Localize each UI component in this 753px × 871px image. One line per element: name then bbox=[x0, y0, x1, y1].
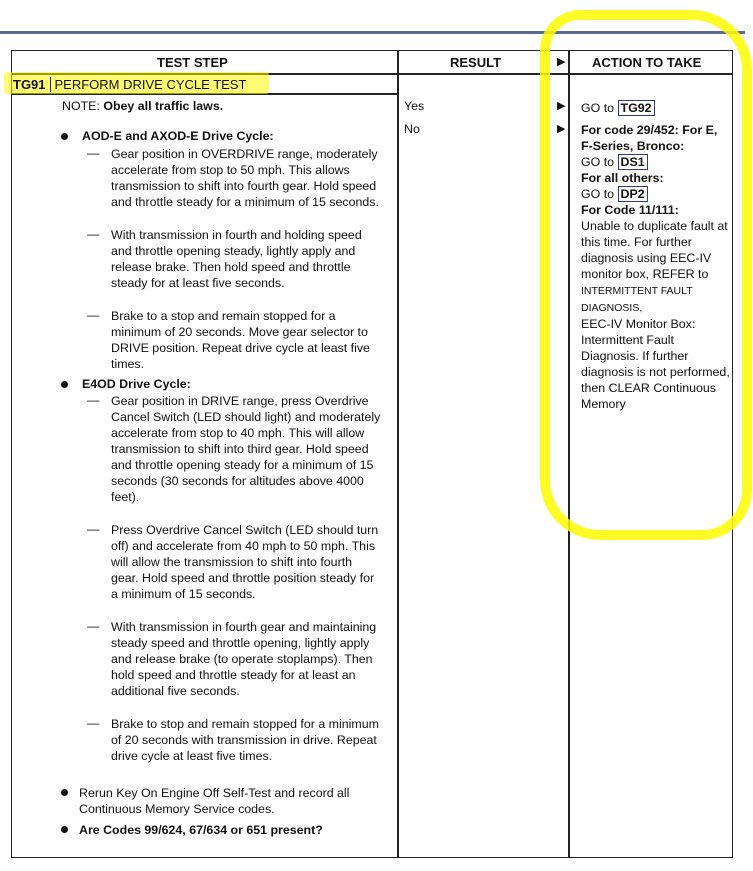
bullet-icon bbox=[61, 826, 68, 833]
code11-heading: For Code 11/111: bbox=[581, 203, 679, 217]
dash-icon: — bbox=[87, 393, 100, 407]
intermittent-ref: INTERMITTENT FAULT DIAGNOSIS, bbox=[581, 285, 693, 314]
aod-step-3: Brake to a stop and remain stopped for a minimum of 20 seconds. Move gear selector to DRIVE position. Repeat drive cycle at least five times. bbox=[111, 309, 370, 371]
e4od-step-3: With transmission in fourth gear and maintaining steady speed and throttle opening, lightly apply and release brake (to operate stoplamps). Then hold speed and throttle steady for at least an additional five seconds. bbox=[111, 620, 377, 698]
column-divider-result bbox=[397, 50, 399, 858]
rerun-instruction: Rerun Key On Engine Off Self-Test and record all Continuous Memory Service codes. bbox=[79, 786, 350, 816]
code29-heading: For code 29/452: For E, F-Series, Bronco: bbox=[581, 123, 718, 153]
header-test-step: TEST STEP bbox=[157, 55, 228, 70]
aod-title: AOD-E and AXOD-E Drive Cycle: bbox=[82, 129, 274, 143]
monitor-text: EEC-IV Monitor Box: Intermittent Fault Diagnosis. If further diagnosis is not performed, then CLEAR Continuous Memory bbox=[581, 317, 730, 411]
dash-icon: — bbox=[87, 308, 100, 322]
dash-icon: — bbox=[87, 522, 100, 536]
e4od-step-4: Brake to stop and remain stopped for a minimum of 20 seconds with transmission in drive. Repeat drive cycle at least five times. bbox=[111, 717, 379, 763]
result-yes: Yes bbox=[404, 99, 425, 113]
others-heading: For all others: bbox=[581, 171, 664, 185]
dash-icon: — bbox=[87, 716, 100, 730]
aod-step-1: Gear position in OVERDRIVE range, moderately accelerate from stop to 50 mph. This allows transmission to shift into fourth gear. Hold speed and throttle steady for a minimum of 15 seconds. bbox=[111, 147, 379, 209]
dash-icon: — bbox=[87, 227, 100, 241]
goto-label: GO to bbox=[581, 187, 615, 201]
header-action: ACTION TO TAKE bbox=[592, 55, 702, 70]
header-result: RESULT bbox=[450, 55, 502, 70]
e4od-step-2: Press Overdrive Cancel Switch (LED should turn off) and accelerate from 40 mph to 50 mph. This will allow the transmission to shift into fourth gear. Hold speed and throttle position steady for a minimum of 15 seconds. bbox=[111, 523, 379, 601]
bullet-icon bbox=[61, 789, 68, 796]
action-yes bbox=[581, 100, 731, 116]
aod-step-2: With transmission in fourth and holding speed and throttle opening steady, lightly apply and release brake. Then hold speed and throttle steady for at least five seconds. bbox=[111, 228, 362, 290]
e4od-title: E4OD Drive Cycle: bbox=[82, 377, 191, 391]
bullet-icon bbox=[61, 381, 68, 388]
link-dp2[interactable]: DP2 bbox=[618, 186, 648, 202]
note-label: NOTE: bbox=[62, 99, 100, 113]
link-ds1[interactable]: DS1 bbox=[618, 154, 648, 170]
link-tg92[interactable]: TG92 bbox=[618, 100, 655, 116]
result-arrow-icon: ▶ bbox=[557, 100, 566, 112]
step-title bbox=[13, 77, 246, 92]
step-code: TG91 bbox=[13, 77, 51, 92]
result-no: No bbox=[404, 122, 420, 136]
note bbox=[62, 99, 223, 113]
dash-icon: — bbox=[87, 619, 100, 633]
e4od-step-1: Gear position in DRIVE range, press Overdrive Cancel Switch (LED should light) and moderately accelerate from stop to 40 mph. This will allow transmission to shift into third gear. Hold speed and throttle opening steady for a minimum of 15 seconds (30 seconds for altitudes above 4000 feet). bbox=[111, 394, 381, 504]
action-no bbox=[581, 122, 731, 412]
dash-icon: — bbox=[87, 146, 100, 160]
goto-label: GO to bbox=[581, 101, 615, 115]
codes-question: Are Codes 99/624, 67/634 or 651 present? bbox=[79, 823, 323, 837]
step-title-text: PERFORM DRIVE CYCLE TEST bbox=[54, 77, 247, 92]
goto-label: GO to bbox=[581, 155, 615, 169]
result-arrow-icon: ▶ bbox=[557, 123, 566, 135]
note-text: Obey all traffic laws. bbox=[103, 99, 224, 113]
code11-text: Unable to duplicate fault at this time. For further diagnosis using EEC-IV monitor box, REFER to bbox=[581, 219, 728, 281]
bullet-icon bbox=[61, 133, 68, 140]
header-arrow-icon: ▶ bbox=[557, 56, 566, 68]
